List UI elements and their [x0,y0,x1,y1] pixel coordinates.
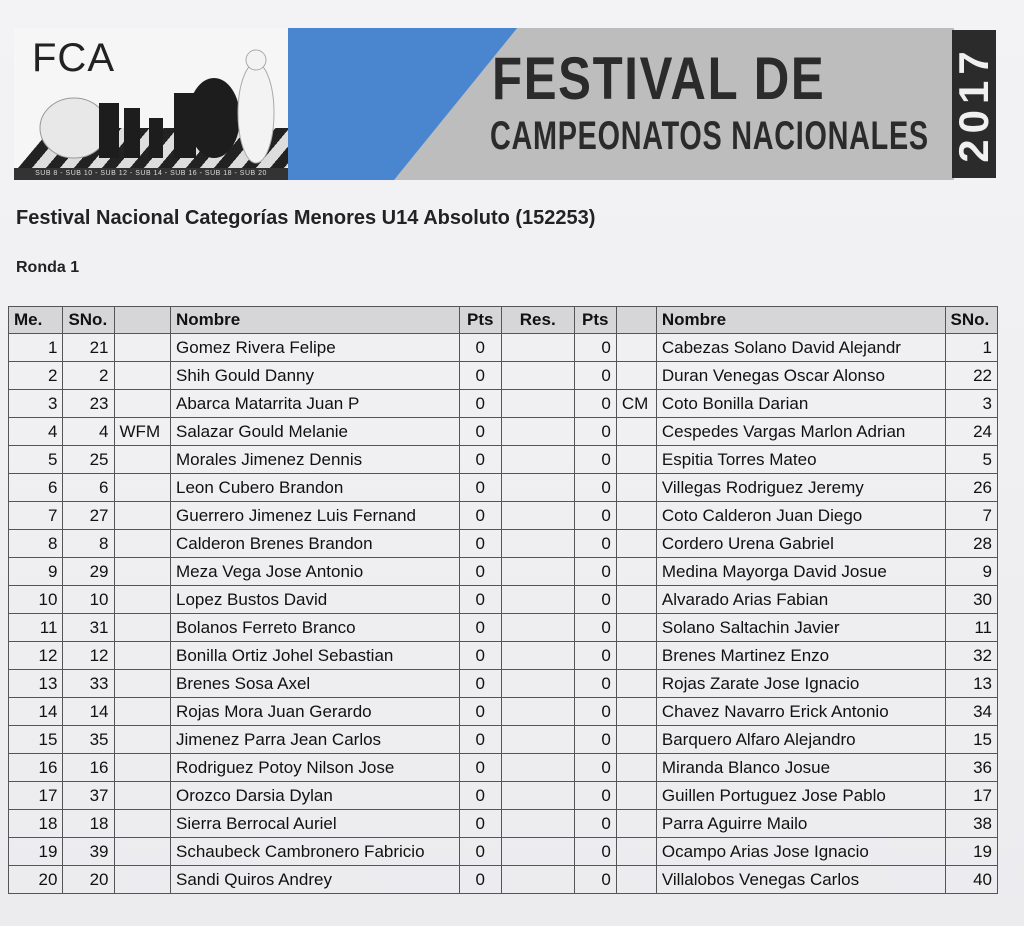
black-points: 0 [574,530,616,558]
table-row [9,446,998,474]
white-points: 0 [459,474,501,502]
white-player-name: Sierra Berrocal Auriel [171,810,460,838]
tournament-heading: Festival Nacional Categorías Menores U14 Absoluto (152253) [16,207,596,229]
banner-year [952,30,996,178]
white-points: 0 [459,446,501,474]
black-points: 0 [574,782,616,810]
table-row [9,642,998,670]
black-points: 0 [574,614,616,642]
black-player-name: Solano Saltachin Javier [656,614,945,642]
board-number: 14 [9,698,63,726]
black-player-name: Cespedes Vargas Marlon Adrian [656,418,945,446]
white-title [114,362,171,390]
result [501,726,574,754]
board-number: 7 [9,502,63,530]
black-title [616,726,656,754]
white-points: 0 [459,838,501,866]
black-start-number: 32 [945,642,997,670]
black-title [616,754,656,782]
black-title [616,334,656,362]
black-title [616,810,656,838]
black-start-number: 24 [945,418,997,446]
white-points: 0 [459,642,501,670]
col-result: Res. [501,307,574,334]
black-start-number: 22 [945,362,997,390]
black-start-number: 17 [945,782,997,810]
board-number: 10 [9,586,63,614]
white-start-number: 12 [63,642,114,670]
white-title [114,530,171,558]
table-row [9,866,998,894]
white-start-number: 21 [63,334,114,362]
result [501,642,574,670]
white-title [114,334,171,362]
black-player-name: Chavez Navarro Erick Antonio [656,698,945,726]
board-number: 8 [9,530,63,558]
table-row [9,502,998,530]
white-player-name: Bolanos Ferreto Branco [171,614,460,642]
result [501,838,574,866]
white-title [114,502,171,530]
black-points: 0 [574,446,616,474]
table-row [9,838,998,866]
black-player-name: Brenes Martinez Enzo [656,642,945,670]
white-player-name: Jimenez Parra Jean Carlos [171,726,460,754]
board-number: 1 [9,334,63,362]
white-player-name: Sandi Quiros Andrey [171,866,460,894]
white-player-name: Salazar Gould Melanie [171,418,460,446]
result [501,558,574,586]
white-points: 0 [459,558,501,586]
black-points: 0 [574,474,616,502]
table-row [9,586,998,614]
board-number: 3 [9,390,63,418]
white-player-name: Meza Vega Jose Antonio [171,558,460,586]
white-start-number: 23 [63,390,114,418]
white-start-number: 8 [63,530,114,558]
black-points: 0 [574,334,616,362]
white-start-number: 6 [63,474,114,502]
table-row [9,558,998,586]
white-title [114,698,171,726]
board-number: 11 [9,614,63,642]
white-player-name: Abarca Matarrita Juan P [171,390,460,418]
black-player-name: Cabezas Solano David Alejandr [656,334,945,362]
black-title [616,586,656,614]
black-player-name: Ocampo Arias Jose Ignacio [656,838,945,866]
black-start-number: 36 [945,754,997,782]
result [501,474,574,502]
black-start-number: 9 [945,558,997,586]
result [501,614,574,642]
white-points: 0 [459,390,501,418]
white-title [114,586,171,614]
white-points: 0 [459,670,501,698]
black-player-name: Miranda Blanco Josue [656,754,945,782]
white-title [114,726,171,754]
result [501,502,574,530]
board-number: 18 [9,810,63,838]
table-row [9,670,998,698]
round-label: Ronda 1 [16,259,80,276]
col-me: Me. [9,307,63,334]
white-player-name: Schaubeck Cambronero Fabricio [171,838,460,866]
banner-title-line2: CAMPEONATOS NACIONALES [490,114,929,158]
white-title [114,642,171,670]
table-row [9,782,998,810]
white-start-number: 33 [63,670,114,698]
board-number: 4 [9,418,63,446]
white-start-number: 29 [63,558,114,586]
black-player-name: Coto Calderon Juan Diego [656,502,945,530]
black-points: 0 [574,866,616,894]
board-number: 9 [9,558,63,586]
black-title [616,698,656,726]
black-points: 0 [574,838,616,866]
white-player-name: Guerrero Jimenez Luis Fernand [171,502,460,530]
white-points: 0 [459,530,501,558]
white-player-name: Rodriguez Potoy Nilson Jose [171,754,460,782]
white-start-number: 4 [63,418,114,446]
table-row [9,754,998,782]
white-points: 0 [459,726,501,754]
white-player-name: Orozco Darsia Dylan [171,782,460,810]
black-start-number: 1 [945,334,997,362]
black-player-name: Rojas Zarate Jose Ignacio [656,670,945,698]
result [501,782,574,810]
white-title [114,782,171,810]
black-title [616,502,656,530]
table-row [9,698,998,726]
board-number: 5 [9,446,63,474]
col-pts-black: Pts [574,307,616,334]
white-points: 0 [459,810,501,838]
black-title [616,530,656,558]
board-number: 15 [9,726,63,754]
white-start-number: 39 [63,838,114,866]
black-points: 0 [574,698,616,726]
chess-pieces-graphic [24,48,284,168]
white-title [114,838,171,866]
white-points: 0 [459,502,501,530]
white-points: 0 [459,754,501,782]
board-number: 12 [9,642,63,670]
black-start-number: 7 [945,502,997,530]
black-points: 0 [574,418,616,446]
result [501,334,574,362]
black-start-number: 28 [945,530,997,558]
black-player-name: Duran Venegas Oscar Alonso [656,362,945,390]
white-points: 0 [459,586,501,614]
white-start-number: 2 [63,362,114,390]
white-player-name: Leon Cubero Brandon [171,474,460,502]
col-name-black: Nombre [656,307,945,334]
table-row [9,418,998,446]
black-points: 0 [574,390,616,418]
col-sno-black: SNo. [945,307,997,334]
black-points: 0 [574,726,616,754]
black-player-name: Villegas Rodriguez Jeremy [656,474,945,502]
white-points: 0 [459,362,501,390]
fca-logo: FCA [32,36,115,80]
white-title [114,866,171,894]
white-start-number: 25 [63,446,114,474]
black-points: 0 [574,586,616,614]
black-player-name: Villalobos Venegas Carlos [656,866,945,894]
black-title [616,418,656,446]
white-title [114,558,171,586]
white-points: 0 [459,866,501,894]
black-start-number: 19 [945,838,997,866]
black-title [616,362,656,390]
table-row [9,334,998,362]
white-player-name: Lopez Bustos David [171,586,460,614]
result [501,390,574,418]
table-row [9,810,998,838]
white-points: 0 [459,698,501,726]
categories-strip: SUB 8 - SUB 10 - SUB 12 - SUB 14 - SUB 16 - SUB 18 - SUB 20 [14,168,288,180]
black-points: 0 [574,362,616,390]
result [501,530,574,558]
black-start-number: 40 [945,866,997,894]
black-start-number: 5 [945,446,997,474]
black-title [616,838,656,866]
board-number: 16 [9,754,63,782]
black-player-name: Parra Aguirre Mailo [656,810,945,838]
black-start-number: 26 [945,474,997,502]
fca-logo-area [14,28,288,180]
col-pts-white: Pts [459,307,501,334]
white-title: WFM [114,418,171,446]
black-start-number: 30 [945,586,997,614]
black-points: 0 [574,810,616,838]
white-title [114,614,171,642]
result [501,866,574,894]
black-title [616,474,656,502]
black-player-name: Espitia Torres Mateo [656,446,945,474]
result [501,362,574,390]
black-start-number: 15 [945,726,997,754]
white-start-number: 14 [63,698,114,726]
black-points: 0 [574,754,616,782]
white-title [114,810,171,838]
col-title-white [114,307,171,334]
black-points: 0 [574,558,616,586]
white-title [114,446,171,474]
black-player-name: Barquero Alfaro Alejandro [656,726,945,754]
white-title [114,390,171,418]
black-title [616,670,656,698]
table-row [9,474,998,502]
event-banner [14,28,996,180]
pairings-table [8,306,998,894]
white-start-number: 37 [63,782,114,810]
white-player-name: Shih Gould Danny [171,362,460,390]
black-player-name: Guillen Portuguez Jose Pablo [656,782,945,810]
result [501,810,574,838]
black-title [616,614,656,642]
white-start-number: 16 [63,754,114,782]
white-player-name: Gomez Rivera Felipe [171,334,460,362]
result [501,586,574,614]
white-start-number: 10 [63,586,114,614]
white-points: 0 [459,782,501,810]
black-start-number: 11 [945,614,997,642]
white-points: 0 [459,334,501,362]
black-title [616,642,656,670]
banner-title-line1: FESTIVAL DE [492,45,826,112]
board-number: 2 [9,362,63,390]
board-number: 6 [9,474,63,502]
result [501,698,574,726]
black-points: 0 [574,670,616,698]
white-start-number: 20 [63,866,114,894]
white-player-name: Calderon Brenes Brandon [171,530,460,558]
col-name-white: Nombre [171,307,460,334]
black-title: CM [616,390,656,418]
banner-year-text: 2017 [950,45,997,163]
white-title [114,670,171,698]
table-row [9,530,998,558]
white-player-name: Bonilla Ortiz Johel Sebastian [171,642,460,670]
black-start-number: 13 [945,670,997,698]
white-start-number: 31 [63,614,114,642]
black-player-name: Medina Mayorga David Josue [656,558,945,586]
table-row [9,726,998,754]
white-start-number: 27 [63,502,114,530]
black-player-name: Cordero Urena Gabriel [656,530,945,558]
result [501,418,574,446]
white-player-name: Brenes Sosa Axel [171,670,460,698]
black-start-number: 38 [945,810,997,838]
white-title [114,754,171,782]
black-start-number: 34 [945,698,997,726]
result [501,754,574,782]
white-start-number: 35 [63,726,114,754]
table-row [9,362,998,390]
black-title [616,558,656,586]
table-row [9,390,998,418]
board-number: 17 [9,782,63,810]
black-title [616,782,656,810]
result [501,446,574,474]
black-player-name: Coto Bonilla Darian [656,390,945,418]
white-title [114,474,171,502]
col-sno-white: SNo. [63,307,114,334]
col-title-black [616,307,656,334]
board-number: 13 [9,670,63,698]
white-player-name: Morales Jimenez Dennis [171,446,460,474]
white-points: 0 [459,418,501,446]
board-number: 20 [9,866,63,894]
white-points: 0 [459,614,501,642]
white-player-name: Rojas Mora Juan Gerardo [171,698,460,726]
black-points: 0 [574,642,616,670]
black-title [616,866,656,894]
table-row [9,614,998,642]
black-player-name: Alvarado Arias Fabian [656,586,945,614]
white-start-number: 18 [63,810,114,838]
board-number: 19 [9,838,63,866]
black-start-number: 3 [945,390,997,418]
result [501,670,574,698]
table-header-row [9,307,998,334]
black-title [616,446,656,474]
black-points: 0 [574,502,616,530]
